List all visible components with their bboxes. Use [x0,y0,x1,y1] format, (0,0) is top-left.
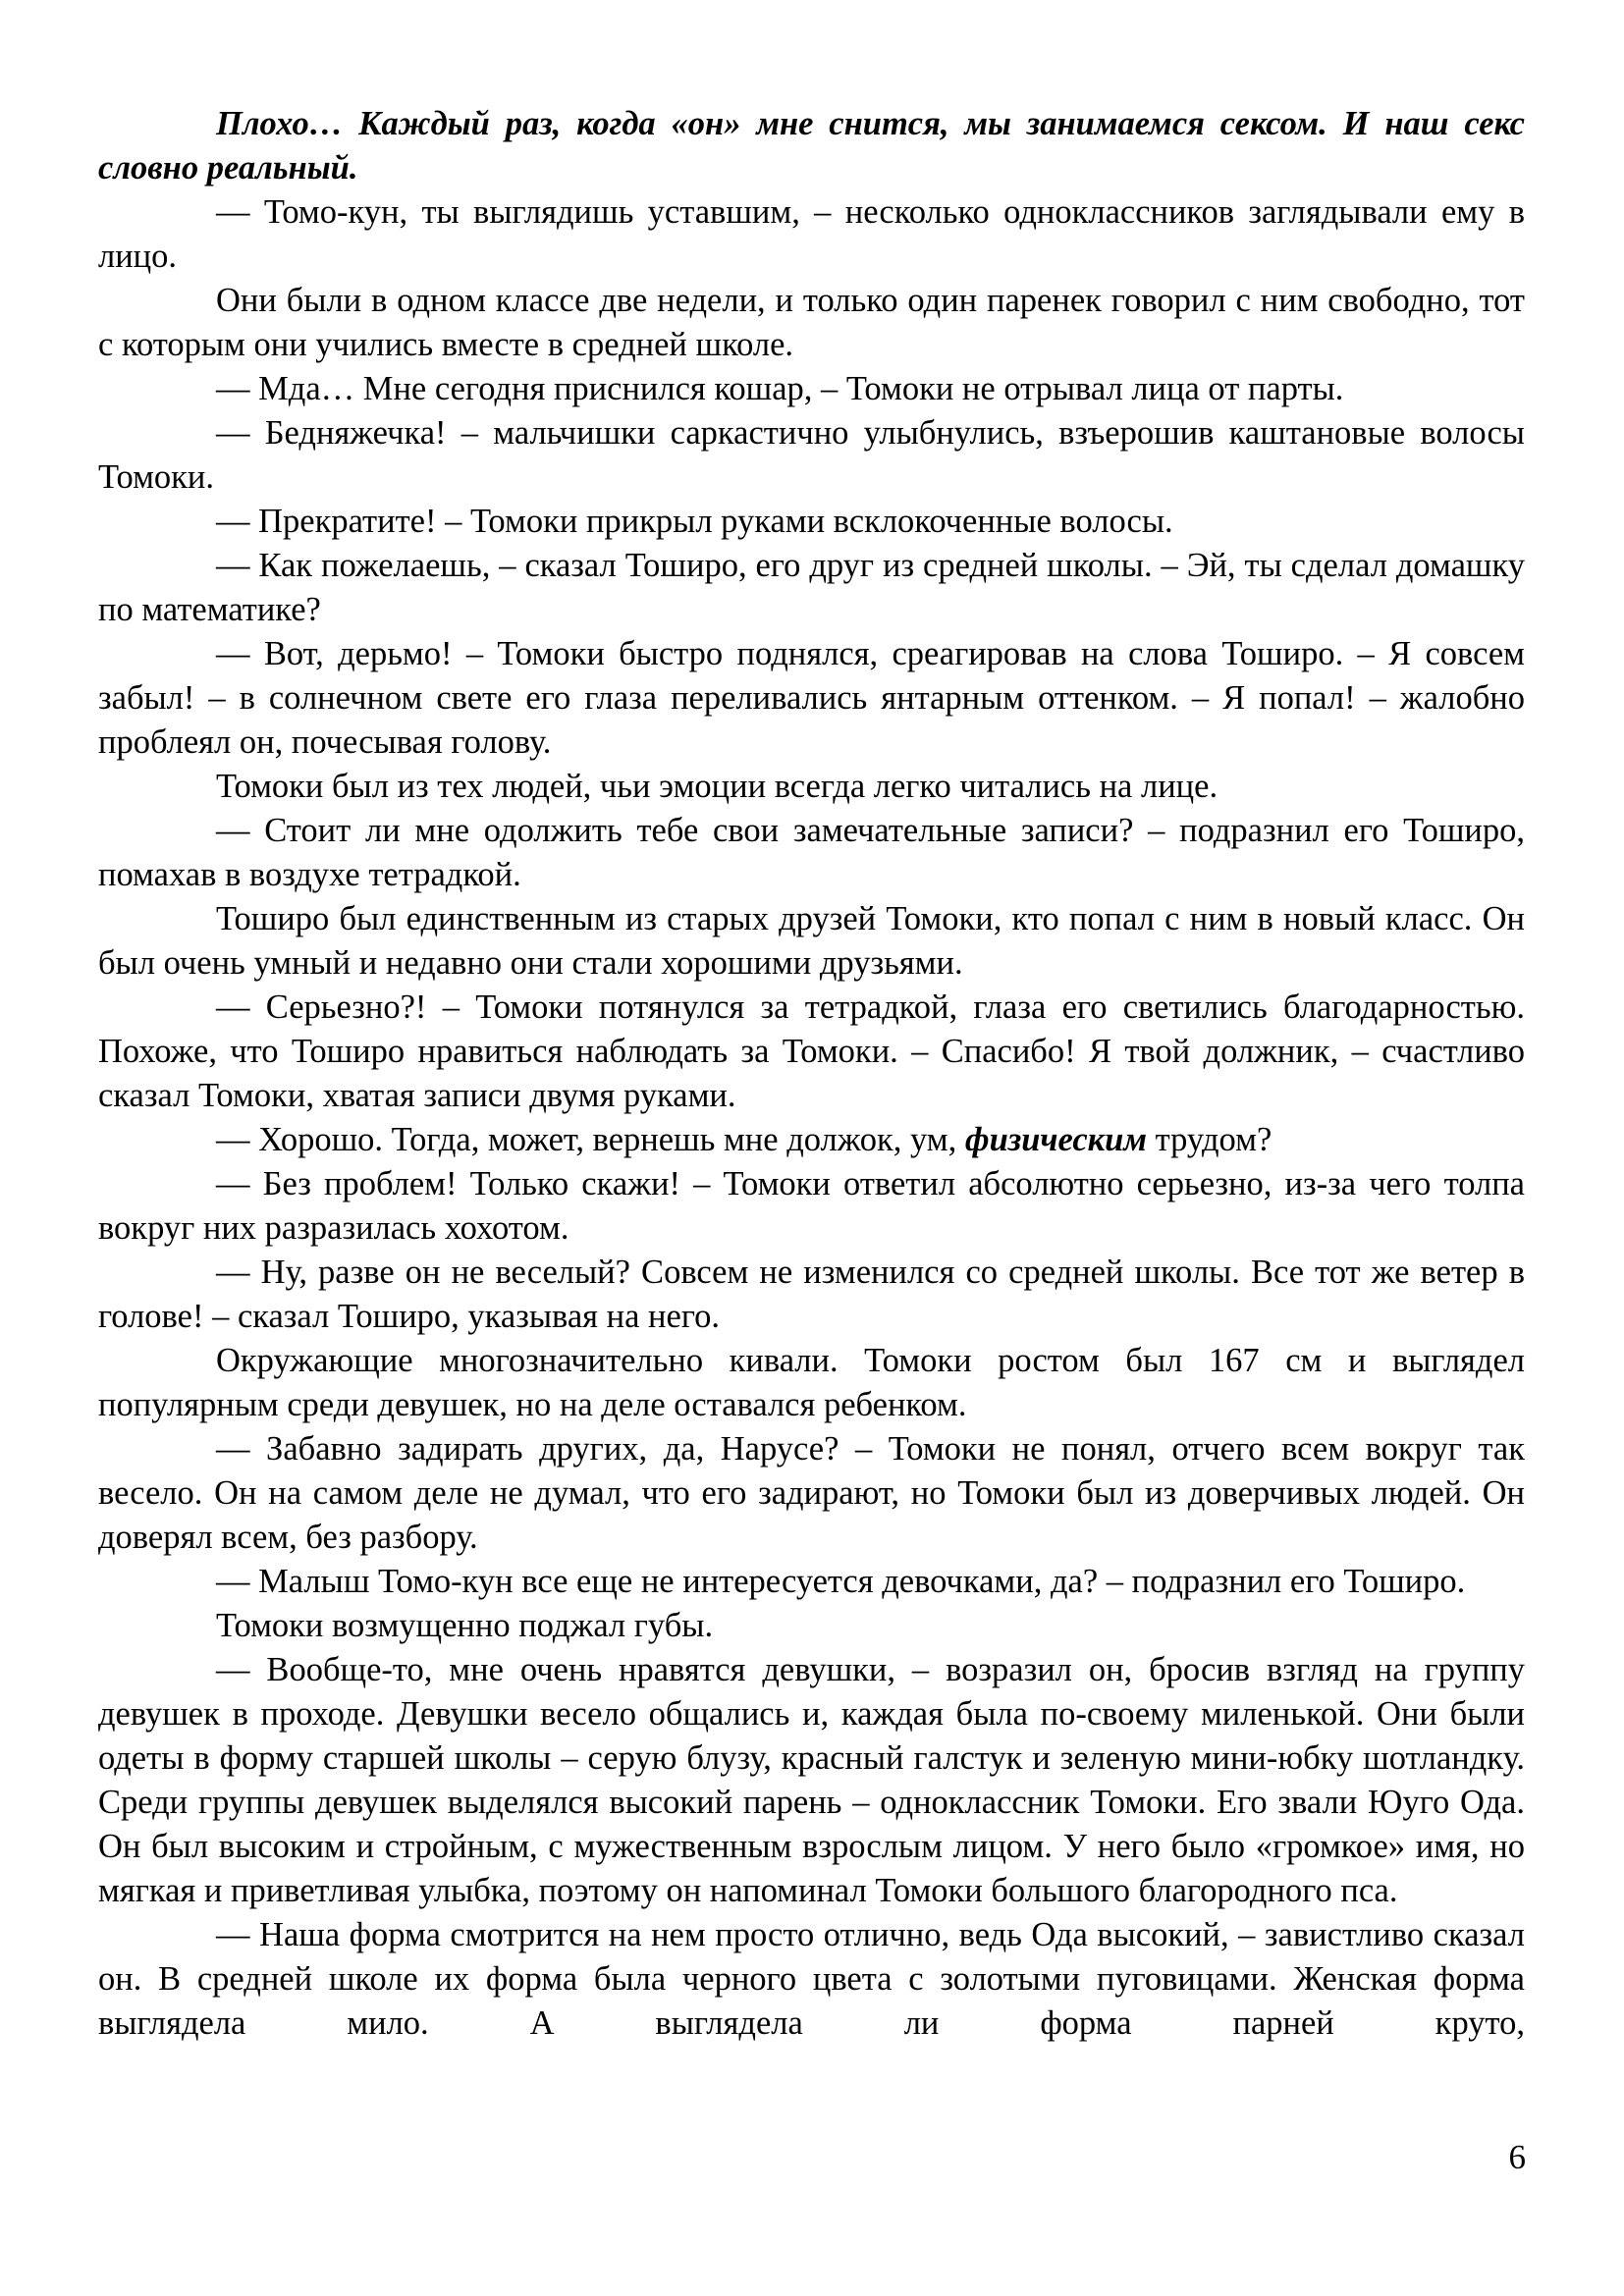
paragraph-dialogue: — Прекратите! – Томоки прикрыл руками всклокоченные волосы. [216,503,1173,540]
paragraph-dream: Плохо… Каждый раз, когда «он» мне снится, мы занимаемся сексом. И наш секс словно реальный. [98,105,1525,187]
paragraph-dialogue: — Вообще-то, мне очень нравятся девушки, – возразил он, бросив взгляд на группу девушек в проходе. Девушки весело общались и, каждая была по-своему миленькой. Они были одеты в форму старшей школы – серую блузу, красный галстук и зеленую мини-юбку шотландку. Среди группы девушек выделялся высокий парень – одноклассник Томоки. Его звали Юуго Ода. Он был высоким и стройным, с мужественным взрослым лицом. У него было «громкое» имя, но мягкая и приветливая улыбка, поэтому он напоминал Томоки большого благородного пса. [98,1651,1525,1909]
paragraph-dialogue: — Стоит ли мне одолжить тебе свои замечательные записи? – подразнил его Тоширо, помахав в воздухе тетрадкой. [98,812,1525,893]
paragraph-narration: Тоширо был единственным из старых друзей Томоки, кто попал с ним в новый класс. Он был очень умный и недавно они стали хорошими друзьями. [98,900,1525,982]
paragraph-dialogue: — Наша форма смотрится на нем просто отлично, ведь Ода высокий, – завистливо сказал он. В средней школе их форма была черного цвета с золотыми пуговицами. Женская форма выглядела мило. А выглядела ли форма парней круто, [98,1916,1525,2042]
text-after-emphasis: трудом? [1147,1121,1272,1158]
document-page [98,102,1525,2046]
paragraph-dialogue: — Мда… Мне сегодня приснился кошар, – Томоки не отрывал лица от парты. [216,370,1344,407]
paragraph-narration: Томоки был из тех людей, чьи эмоции всегда легко читались на лице. [216,768,1218,805]
paragraph-dialogue: — Как пожелаешь, – сказал Тоширо, его друг из средней школы. – Эй, ты сделал домашку по математике? [98,547,1525,628]
paragraph-narration: Окружающие многозначительно кивали. Томоки ростом был 167 см и выглядел популярным среди девушек, но на деле оставался ребенком. [98,1342,1525,1423]
paragraph-narration: Они были в одном классе две недели, и только один паренек говорил с ним свободно, тот с которым они учились вместе в средней школе. [98,282,1525,363]
text-before-emphasis: — Хорошо. Тогда, может, вернешь мне должок, ум, [216,1121,965,1158]
paragraph-dialogue: — Ну, разве он не веселый? Совсем не изменился со средней школы. Все тот же ветер в голове! – сказал Тоширо, указывая на него. [98,1254,1525,1335]
paragraph-dialogue: — Серьезно?! – Томоки потянулся за тетрадкой, глаза его светились благодарностью. Похоже, что Тоширо нравиться наблюдать за Томоки. – Спасибо! Я твой должник, – счастливо сказал Томоки, хватая записи двумя руками. [98,988,1525,1114]
paragraph-dialogue: — Забавно задирать других, да, Нарусе? – Томоки не понял, отчего всем вокруг так весело. Он на самом деле не думал, что его задирают, но Томоки был из доверчивых людей. Он доверял всем, без разбору. [98,1430,1525,1556]
paragraph-dialogue: — Томо-кун, ты выглядишь уставшим, – несколько одноклассников заглядывали ему в лицо. [98,193,1525,275]
paragraph-dialogue: — Малыш Томо-кун все еще не интересуется девочками, да? – подразнил его Тоширо. [216,1563,1466,1600]
emphasized-word: физическим [964,1121,1147,1158]
paragraph-dialogue: — Без проблем! Только скажи! – Томоки ответил абсолютно серьезно, из-за чего толпа вокруг них разразилась хохотом. [98,1165,1525,1247]
paragraph-dialogue-emphasis [98,1118,1525,1162]
paragraph-dialogue: — Вот, дерьмо! – Томоки быстро поднялся, среагировав на слова Тоширо. – Я совсем забыл! – в солнечном свете его глаза переливались янтарным оттенком. – Я попал! – жалобно проблеял он, почесывая голову. [98,635,1525,761]
paragraph-dialogue: — Бедняжечка! – мальчишки саркастично улыбнулись, взъерошив каштановые волосы Томоки. [98,414,1525,496]
paragraph-narration: Томоки возмущенно поджал губы. [216,1607,714,1644]
page-number: 6 [1508,2138,1526,2176]
